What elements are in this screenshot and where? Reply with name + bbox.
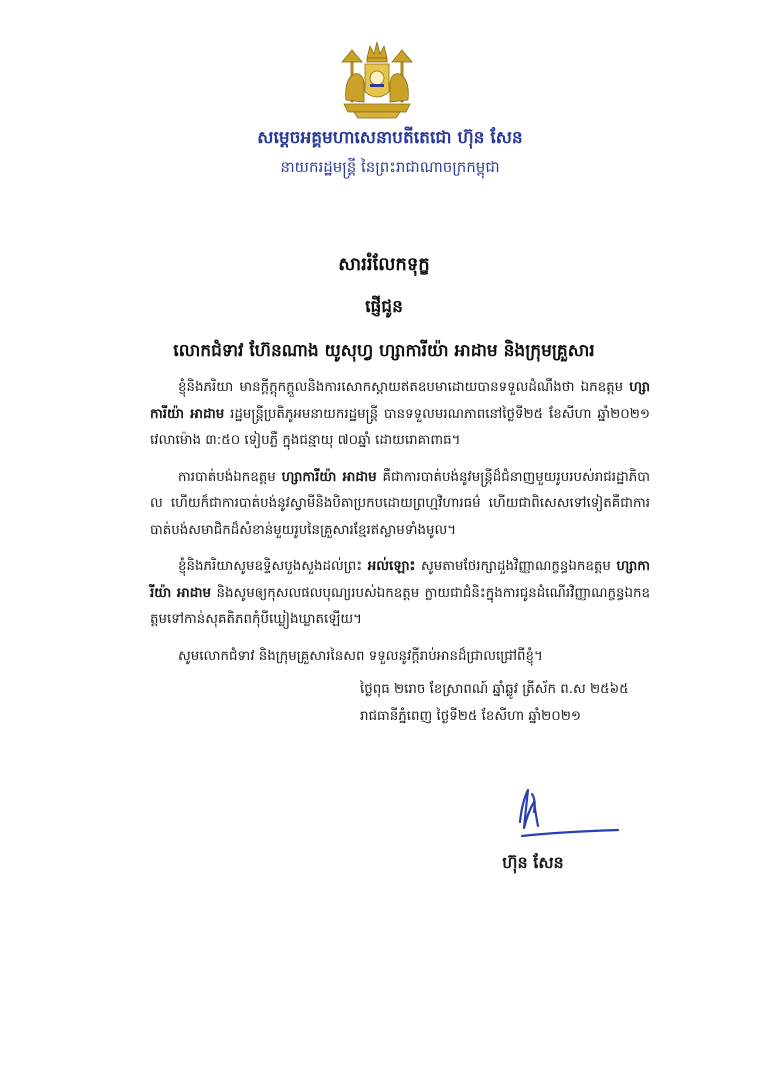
closing-line: សូមលោកជំទាវ និងក្រុមគ្រួសារនៃសព ទទួលនូវក្តីរាប់អានដ៏ជ្រាលជ្រៅពីខ្ញុំ។ bbox=[178, 648, 543, 664]
letter-body bbox=[150, 375, 650, 670]
deceased-name: ហ្សាការីយ៉ា អាដាម bbox=[150, 380, 650, 422]
letter-sent-to: ផ្ញើជូន bbox=[365, 297, 403, 317]
deceased-name: ហ្សាការីយ៉ា អាដាម bbox=[150, 559, 650, 601]
deceased-name: ហ្សាការីយ៉ា អាដាម bbox=[281, 469, 377, 485]
header-subtitle: នាយករដ្ឋមន្ត្រី នៃព្រះរាជាណាចក្រកម្ពុជា bbox=[280, 158, 500, 176]
handwritten-signature bbox=[498, 782, 622, 844]
header-title: សម្តេចអគ្គមហាសេនាបតីតេជោ ហ៊ុន សែន bbox=[257, 128, 523, 148]
paragraph-3: ខ្ញុំនិងភរិយាសូមឧទ្ទិសបួងសួងដល់ព្រះ អល់ឡោះ សូមតាមថែរក្សាដួងវិញ្ញាណក្ខន្ធឯកឧត្តម ហ្សាការីយ៉ា អាដាម និងសូមឲ្យកុសលផលបុណ្យរបស់ឯកឧត្តម ក្លាយជាជំនិះក្នុងការជូនដំណើរវិញ្ញាណក្ខន្ធឯកឧត្តមទៅកាន់សុគតិភពកុំបីឃ្លៀងឃ្លាតឡើយ។ bbox=[150, 559, 650, 627]
signatory-name: ហ៊ុន សែន bbox=[502, 853, 564, 872]
letter-recipient: លោកជំទាវ ហ៊ែនណាង យូសុហ្វ ហ្សាការីយ៉ា អាដាម និងក្រុមគ្រួសារ bbox=[173, 341, 595, 361]
solar-date: រាជធានីភ្នំពេញ ថ្ងៃទី២៥ ខែសីហា ឆ្នាំ២០២១ bbox=[360, 709, 582, 724]
paragraph-1: ខ្ញុំនិងភរិយា មានក្តីក្តុកក្តួលនិងការសោកស្តាយឥតឧបមាដោយបានទទួលដំណឹងថា ឯកឧត្តម ហ្សាការីយ៉ា អាដាម រដ្ឋមន្ត្រីប្រតិភូអមនាយករដ្ឋមន្ត្រី បានទទួលមរណភាពនៅថ្ងៃទី២៥ ខែសីហា ឆ្នាំ២០២១ វេលាម៉ោង ៣:៥០ ទៀបភ្លឺ ក្នុងជន្មាយុ ៧០ឆ្នាំ ដោយរោគាពាធ។ bbox=[150, 380, 650, 448]
lunar-date: ថ្ងៃពុធ ២រោច ខែស្រាពណ៍ ឆ្នាំឆ្លូវ ត្រីស័ក ព.ស ២៥៦៥ bbox=[360, 682, 629, 697]
royal-coat-of-arms-icon bbox=[334, 40, 420, 120]
date-block bbox=[360, 676, 660, 730]
allah: អល់ឡោះ bbox=[367, 559, 416, 574]
letter-title: សាររំលែកទុក្ខ bbox=[338, 254, 430, 275]
paragraph-2: ការបាត់បង់ឯកឧត្តម ហ្សាការីយ៉ា អាដាម គឺជាការបាត់បង់នូវមន្ត្រីដ៏ជំនាញមួយរូបរបស់រាជរដ្ឋាភិបាល ហើយក៏ជាការបាត់បង់នូវស្វាមីនិងបិតាប្រកបដោយព្រហ្មវិហារធម៌ ហើយជាពិសេសទៅទៀតគឺជាការបាត់បង់សមាជិកដ៏សំខាន់មួយរូបនៃគ្រួសារខ្មែរឥស្លាមទាំងមូល។ bbox=[150, 469, 650, 538]
